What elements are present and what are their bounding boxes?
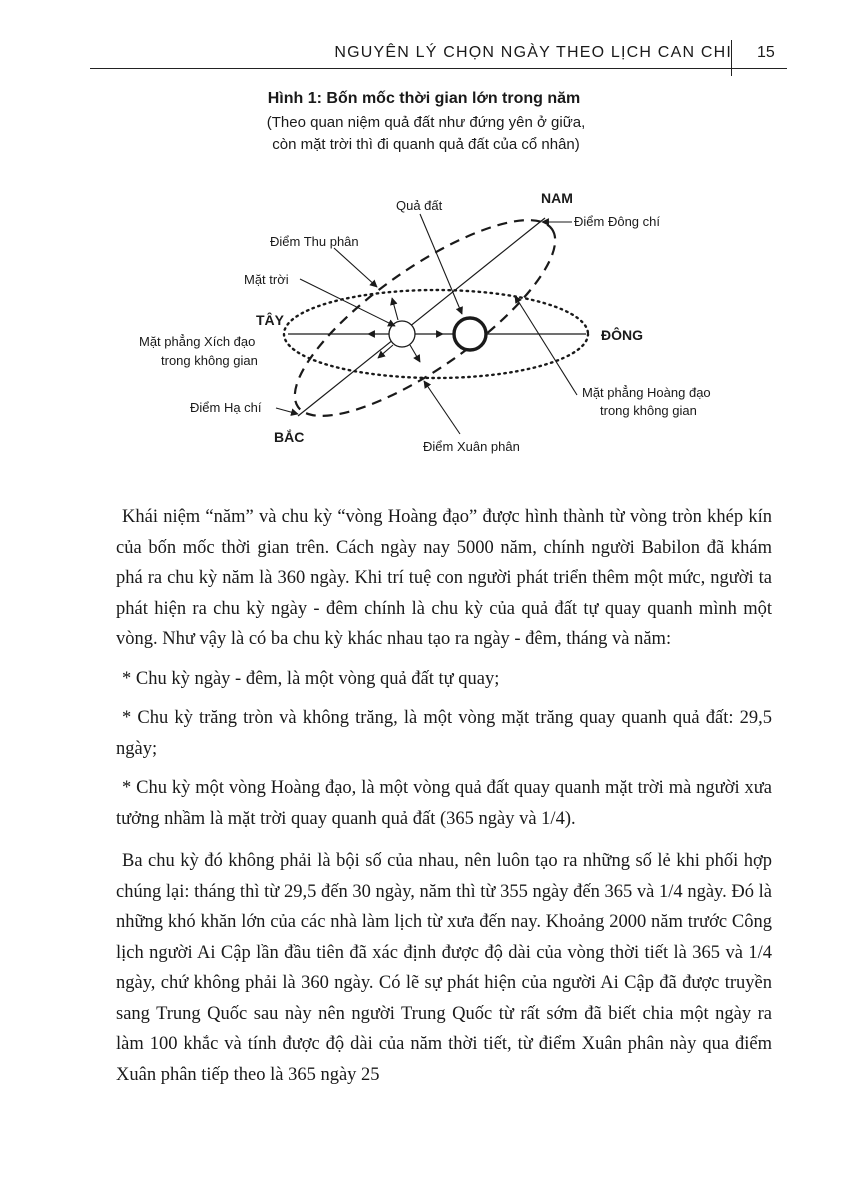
sun-ray-down-right bbox=[410, 345, 420, 362]
label-summer-solstice: Điểm Hạ chí bbox=[190, 400, 262, 415]
label-ecliptic-plane-line2: trong không gian bbox=[600, 403, 697, 418]
bullet-1: * Chu kỳ ngày - đêm, là một vòng quả đất tự quay; bbox=[122, 668, 500, 689]
header-rule bbox=[90, 68, 787, 69]
label-winter-solstice: Điểm Đông chí bbox=[574, 214, 660, 229]
label-equatorial-plane-line2: trong không gian bbox=[161, 353, 258, 368]
celestial-diagram bbox=[0, 180, 860, 480]
pointer-autumn-equinox bbox=[334, 248, 377, 287]
sun-ray-down-left bbox=[378, 345, 393, 358]
label-spring-equinox: Điểm Xuân phân bbox=[423, 439, 520, 454]
label-earth: Quả đất bbox=[396, 198, 443, 213]
label-sun: Mặt trời bbox=[244, 272, 289, 287]
paragraph-1: Khái niệm “năm” và chu kỳ “vòng Hoàng đạo” được hình thành từ vòng tròn khép kín của bốn mốc thời gian trên. Cách ngày nay 5000 năm, chính người Babilon đã khám phá ra chu kỳ năm là 360 ngày. Khi trí tuệ con người phát triển thêm một mức, người ta phát hiện ra chu kỳ ngày - đêm chính là chu kỳ của quả đất tự quay quanh mình một vòng. Như vậy là có ba chu kỳ khác nhau tạo ra ngày - đêm, tháng và năm: bbox=[116, 507, 772, 649]
label-east: ĐÔNG bbox=[601, 327, 643, 343]
paragraph-2: Ba chu kỳ đó không phải là bội số của nhau, nên luôn tạo ra những số lẻ khi phối hợp chúng lại: tháng thì từ 29,5 đến 30 ngày, năm thì từ 355 ngày đến 365 và 1/4 ngày. Đó là những khó khăn lớn của các nhà làm lịch từ xưa đến nay. Khoảng 2000 năm trước Công lịch người Ai Cập lần đầu tiên đã xác định được độ dài của vòng thời tiết là 365 và 1/4 ngày, chứ không phải là 360 ngày. Có lẽ sự phát hiện của người Ai Cập đã được truyền sang Trung Quốc sau này nên người Trung Quốc từ rất sớm đã biết chia một ngày ra làm 100 khắc và tính được độ dài của năm thời tiết, từ điểm Xuân phân này qua điểm Xuân phân tiếp theo là 365 ngày 25 bbox=[116, 851, 772, 1085]
pointer-summer-solstice bbox=[276, 408, 298, 414]
label-autumn-equinox: Điểm Thu phân bbox=[270, 234, 359, 249]
label-north: BẮC bbox=[274, 429, 305, 445]
label-ecliptic-plane-line1: Mặt phẳng Hoàng đạo bbox=[582, 385, 711, 400]
figure-title: Hình 1: Bốn mốc thời gian lớn trong năm bbox=[267, 90, 581, 107]
pointer-sun bbox=[300, 279, 395, 326]
figure-caption bbox=[0, 86, 860, 156]
pointer-spring-equinox bbox=[424, 381, 460, 434]
pointer-earth bbox=[420, 214, 462, 314]
page-number: 15 bbox=[757, 44, 775, 61]
earth-circle bbox=[454, 318, 486, 350]
running-header bbox=[0, 0, 860, 80]
header-separator bbox=[731, 40, 732, 76]
bullet-3: * Chu kỳ một vòng Hoàng đạo, là một vòng quả đất quay quanh mặt trời mà người xưa tưởng nhầm là mặt trời quay quanh quả đất (365 ngày và 1/4). bbox=[116, 778, 772, 829]
label-south: NAM bbox=[541, 190, 573, 206]
figure-subtitle-line1: (Theo quan niệm quả đất như đứng yên ở giữa, bbox=[266, 114, 586, 131]
running-header-title: NGUYÊN LÝ CHỌN NGÀY THEO LỊCH CAN CHI bbox=[334, 44, 732, 61]
figure-subtitle-line2: còn mặt trời thì đi quanh quả đất của cổ nhân) bbox=[272, 136, 580, 153]
label-west: TÂY bbox=[256, 312, 284, 328]
body-text bbox=[116, 502, 772, 1090]
sun-ray-up bbox=[392, 298, 398, 320]
label-equatorial-plane-line1: Mặt phẳng Xích đạo bbox=[139, 334, 256, 349]
bullet-2: * Chu kỳ trăng tròn và không trăng, là một vòng mặt trăng quay quanh quả đất: 29,5 ngày; bbox=[116, 708, 772, 759]
